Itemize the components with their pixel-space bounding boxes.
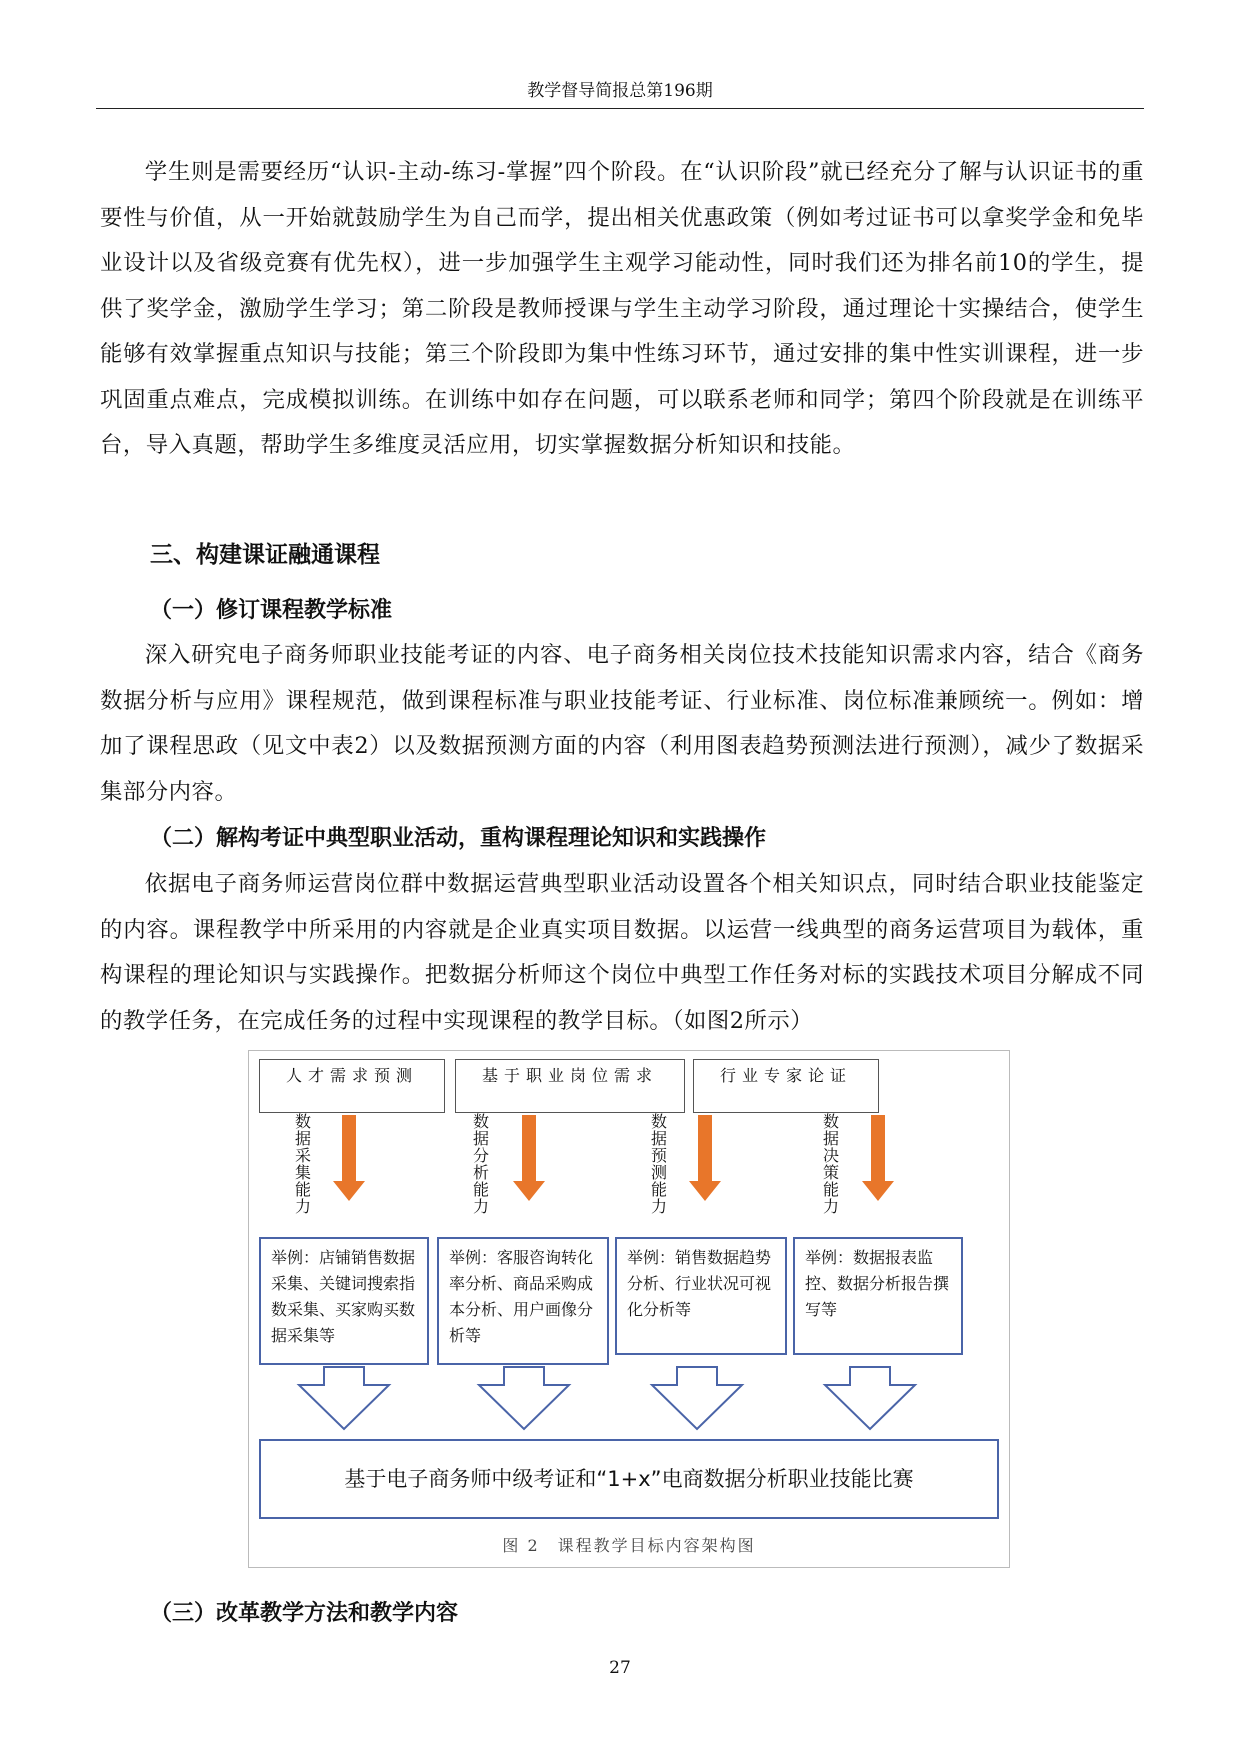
hollow-arrow-4 — [825, 1367, 915, 1429]
intro-paragraph: 学生则是需要经历“认识-主动-练习-掌握”四个阶段。在“认识阶段”就已经充分了解与认识证书的重要性与价值，从一开始就鼓励学生为自己而学，提出相关优惠政策（例如考过证书可以拿奖学金和免毕业设计以及省级竞赛有优先权），进一步加强学生主观学习能动性，同时我们还为排名前10的学生，提供了奖学金，激励学生学习；第二阶段是教师授课与学生主动学习阶段，通过理论十实操结合，使学生能够有效掌握重点知识与技能；第三个阶段即为集中性练习环节，通过安排的集中性实训课程，进一步巩固重点难点，完成模拟训练。在训练中如存在问题，可以联系老师和同学；第四个阶段就是在训练平台，导入真题，帮助学生多维度灵活应用，切实掌握数据分析知识和技能。 — [100, 159, 1144, 458]
ability-label-analysis: 数据分析能力 — [472, 1112, 489, 1216]
orange-arrow-4 — [862, 1115, 894, 1201]
example-box-decision: 举例：数据报表监控、数据分析报告撰写等 — [793, 1237, 963, 1355]
subsection-heading-3: （三）改革教学方法和教学内容 — [150, 1600, 459, 1626]
hollow-arrow-1 — [299, 1367, 389, 1429]
top-box-talent-demand: 人才需求预测 — [259, 1059, 445, 1113]
hollow-arrow-2 — [479, 1367, 569, 1429]
page-number: 27 — [609, 1658, 631, 1678]
top-box-expert-review: 行业专家论证 — [693, 1059, 879, 1113]
example-box-forecast: 举例：销售数据趋势分析、行业状况可视化分析等 — [615, 1237, 787, 1355]
orange-arrow-1 — [333, 1115, 365, 1201]
ability-label-decision: 数据决策能力 — [822, 1112, 839, 1216]
hollow-arrow-3 — [652, 1367, 742, 1429]
top-box-job-demand: 基于职业岗位需求 — [455, 1059, 685, 1113]
subsection-2-text: 依据电子商务师运营岗位群中数据运营典型职业活动设置各个相关知识点，同时结合职业技能鉴定的内容。课程教学中所采用的内容就是企业真实项目数据。以运营一线典型的商务运营项目为载体，重构课程的理论知识与实践操作。把数据分析师这个岗位中典型工作任务对标的实践技术项目分解成不同的教学任务，在完成任务的过程中实现课程的教学目标。（如图2所示） — [100, 871, 1144, 1034]
example-box-analysis: 举例：客服咨询转化率分析、商品采购成本分析、用户画像分析等 — [437, 1237, 609, 1365]
subsection-heading-2: （二）解构考证中典型职业活动，重构课程理论知识和实践操作 — [150, 825, 767, 851]
subsection-heading-1: （一）修订课程教学标准 — [150, 597, 393, 623]
page-header: 教学督导简报总第196期 — [96, 76, 1144, 109]
orange-arrow-2 — [513, 1115, 545, 1201]
example-box-collection: 举例：店铺销售数据采集、关键词搜索指数采集、买家购买数据采集等 — [259, 1237, 429, 1365]
section-heading: 三、构建课证融通课程 — [150, 542, 380, 568]
bottom-goal-box: 基于电子商务师中级考证和“1+x”电商数据分析职业技能比赛 — [259, 1439, 999, 1519]
subsection-1-text: 深入研究电子商务师职业技能考证的内容、电子商务相关岗位技术技能知识需求内容，结合《商务数据分析与应用》课程规范，做到课程标准与职业技能考证、行业标准、岗位标准兼顾统一。例如：增加了课程思政（见文中表2）以及数据预测方面的内容（利用图表趋势预测法进行预测），减少了数据采集部分内容。 — [100, 642, 1144, 805]
figure-2 — [248, 1050, 1010, 1568]
figure-caption: 图 2 课程教学目标内容架构图 — [502, 1536, 756, 1555]
orange-arrow-3 — [689, 1115, 721, 1201]
ability-label-collection: 数据采集能力 — [294, 1112, 311, 1216]
ability-label-forecast: 数据预测能力 — [650, 1112, 667, 1216]
